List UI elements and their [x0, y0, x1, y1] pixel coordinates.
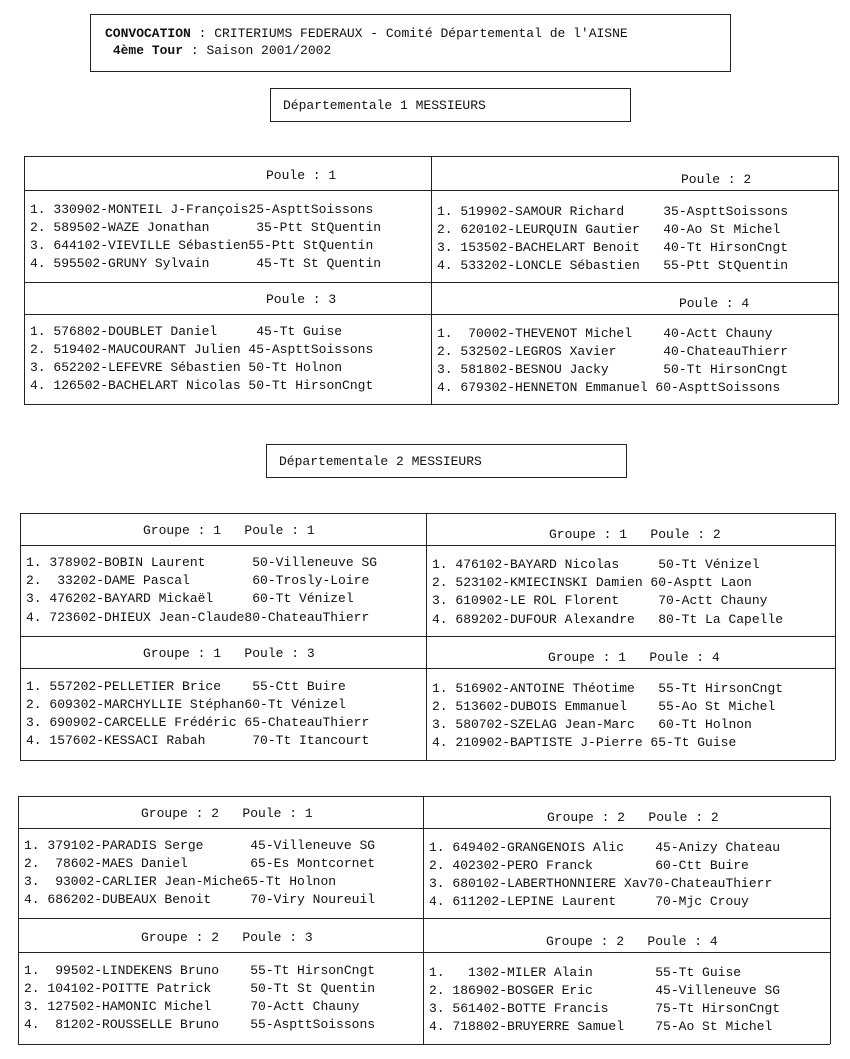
player-row: 3. 581802-BESNOU Jacky 50-Tt HirsonCngt [437, 362, 789, 377]
player-row: 3. 127502-HAMONIC Michel 70-Actt Chauny [24, 999, 360, 1014]
table-left-border [18, 796, 19, 1044]
poule-title: Groupe : 1 Poule : 3 [143, 646, 315, 661]
poule-title: Groupe : 1 Poule : 2 [549, 527, 721, 542]
player-row: 1. 519902-SAMOUR Richard 35-AspttSoissons [437, 204, 789, 219]
player-row: 3. 580702-SZELAG Jean-Marc 60-Tt Holnon [432, 717, 752, 732]
player-row: 2. 589502-WAZE Jonathan 35-Ptt StQuentin [30, 220, 382, 235]
player-row: 2. 402302-PERO Franck 60-Ctt Buire [429, 858, 749, 873]
poule-title: Groupe : 2 Poule : 3 [141, 930, 313, 945]
player-row: 3. 476202-BAYARD Mickaël 60-Tt Vénizel [26, 591, 354, 606]
player-row: 3. 644102-VIEVILLE Sébastien55-Ptt StQuentin [30, 238, 374, 253]
poule-title: Groupe : 2 Poule : 1 [141, 806, 313, 821]
poule-title: Groupe : 1 Poule : 4 [548, 650, 720, 665]
tour-label: 4ème Tour [112, 43, 184, 58]
section-title-d2: Départementale 2 MESSIEURS [266, 444, 627, 478]
convocation-label: CONVOCATION [105, 26, 191, 41]
header-line-2 [105, 42, 730, 59]
block-separator [20, 636, 835, 637]
player-row: 4. 126502-BACHELART Nicolas 50-Tt HirsonCngt [30, 378, 374, 393]
poule-title: Poule : 2 [681, 172, 752, 187]
table-top-border [18, 796, 830, 797]
player-row: 4. 689202-DUFOUR Alexandre 80-Tt La Capelle [432, 612, 784, 627]
table-bottom-border [24, 404, 838, 405]
player-row: 2. 519402-MAUCOURANT Julien 45-AspttSoissons [30, 342, 374, 357]
table-right-border [830, 796, 831, 1044]
poule-title: Groupe : 1 Poule : 1 [143, 523, 315, 538]
convocation-header [90, 14, 731, 72]
player-row: 2. 186902-BOSGER Eric 45-Villeneuve SG [429, 983, 781, 998]
player-row: 3. 153502-BACHELART Benoit 40-Tt HirsonCngt [437, 240, 789, 255]
poule-title: Poule : 4 [679, 296, 750, 311]
player-row: 2. 620102-LEURQUIN Gautier 40-Ao St Michel [437, 222, 781, 237]
title-separator [24, 190, 838, 191]
title-separator [18, 828, 830, 829]
table-top-border [20, 513, 835, 514]
table-bottom-border [18, 1044, 830, 1045]
header-line-1 [105, 25, 730, 42]
player-row: 1. 378902-BOBIN Laurent 50-Villeneuve SG [26, 555, 378, 570]
poule-title: Groupe : 2 Poule : 4 [546, 934, 718, 949]
poule-title: Poule : 1 [266, 168, 337, 183]
player-row: 3. 652202-LEFEVRE Sébastien 50-Tt Holnon [30, 360, 343, 375]
player-row: 4. 533202-LONCLE Sébastien 55-Ptt StQuentin [437, 258, 789, 273]
table-bottom-border [20, 760, 835, 761]
player-row: 4. 595502-GRUNY Sylvain 45-Tt St Quentin [30, 256, 382, 271]
title-separator [24, 314, 838, 315]
player-row: 1. 516902-ANTOINE Théotime 55-Tt HirsonCngt [432, 681, 784, 696]
table-left-border [24, 156, 25, 404]
player-row: 1. 330902-MONTEIL J-François25-AspttSoissons [30, 202, 374, 217]
player-row: 1. 70002-THEVENOT Michel 40-Actt Chauny [437, 326, 773, 341]
player-row: 1. 557202-PELLETIER Brice 55-Ctt Buire [26, 679, 346, 694]
player-row: 1. 649402-GRANGENOIS Alic 45-Anizy Chateau [429, 840, 781, 855]
title-separator [20, 545, 835, 546]
player-row: 2. 609302-MARCHYLLIE Stéphan60-Tt Vénizel [26, 697, 346, 712]
poule-title: Poule : 3 [266, 292, 337, 307]
player-row: 4. 723602-DHIEUX Jean-Claude80-ChateauThierr [26, 610, 370, 625]
section-title-d1: Départementale 1 MESSIEURS [270, 88, 631, 122]
table-right-border [835, 513, 836, 760]
table-middle-border [431, 156, 432, 404]
player-row: 3. 610902-LE ROL Florent 70-Actt Chauny [432, 593, 768, 608]
convocation-text: : CRITERIUMS FEDERAUX - Comité Départemental de l'AISNE [198, 26, 628, 41]
block-separator [18, 918, 830, 919]
player-row: 4. 157602-KESSACI Rabah 70-Tt Itancourt [26, 733, 370, 748]
player-row: 4. 718802-BRUYERRE Samuel 75-Ao St Michel [429, 1019, 773, 1034]
player-row: 4. 81202-ROUSSELLE Bruno 55-AspttSoissons [24, 1017, 376, 1032]
player-row: 2. 33202-DAME Pascal 60-Trosly-Loire [26, 573, 370, 588]
player-row: 2. 78602-MAES Daniel 65-Es Montcornet [24, 856, 376, 871]
player-row: 1. 1302-MILER Alain 55-Tt Guise [429, 965, 742, 980]
season-text: : Saison 2001/2002 [190, 43, 332, 58]
player-row: 3. 561402-BOTTE Francis 75-Tt HirsonCngt [429, 1001, 781, 1016]
player-row: 4. 686202-DUBEAUX Benoit 70-Viry Noureuil [24, 892, 376, 907]
player-row: 1. 476102-BAYARD Nicolas 50-Tt Vénizel [432, 557, 760, 572]
table-middle-border [423, 796, 424, 1044]
player-row: 1. 99502-LINDEKENS Bruno 55-Tt HirsonCngt [24, 963, 376, 978]
player-row: 3. 93002-CARLIER Jean-Miche65-Tt Holnon [24, 874, 337, 889]
title-separator [20, 668, 835, 669]
player-row: 3. 690902-CARCELLE Frédéric 65-ChateauThierr [26, 715, 370, 730]
player-row: 4. 611202-LEPINE Laurent 70-Mjc Crouy [429, 894, 749, 909]
player-row: 3. 680102-LABERTHONNIERE Xav70-ChateauThierr [429, 876, 773, 891]
block-separator [24, 282, 838, 283]
player-row: 4. 679302-HENNETON Emmanuel 60-AspttSoissons [437, 380, 781, 395]
player-row: 2. 104102-POITTE Patrick 50-Tt St Quentin [24, 981, 376, 996]
player-row: 4. 210902-BAPTISTE J-Pierre 65-Tt Guise [432, 735, 737, 750]
poule-title: Groupe : 2 Poule : 2 [547, 810, 719, 825]
player-row: 1. 576802-DOUBLET Daniel 45-Tt Guise [30, 324, 343, 339]
player-row: 2. 532502-LEGROS Xavier 40-ChateauThierr [437, 344, 789, 359]
table-right-border [838, 156, 839, 404]
player-row: 1. 379102-PARADIS Serge 45-Villeneuve SG [24, 838, 376, 853]
title-separator [18, 952, 830, 953]
player-row: 2. 523102-KMIECINSKI Damien 60-Asptt Laon [432, 575, 752, 590]
player-row: 2. 513602-DUBOIS Emmanuel 55-Ao St Michel [432, 699, 776, 714]
